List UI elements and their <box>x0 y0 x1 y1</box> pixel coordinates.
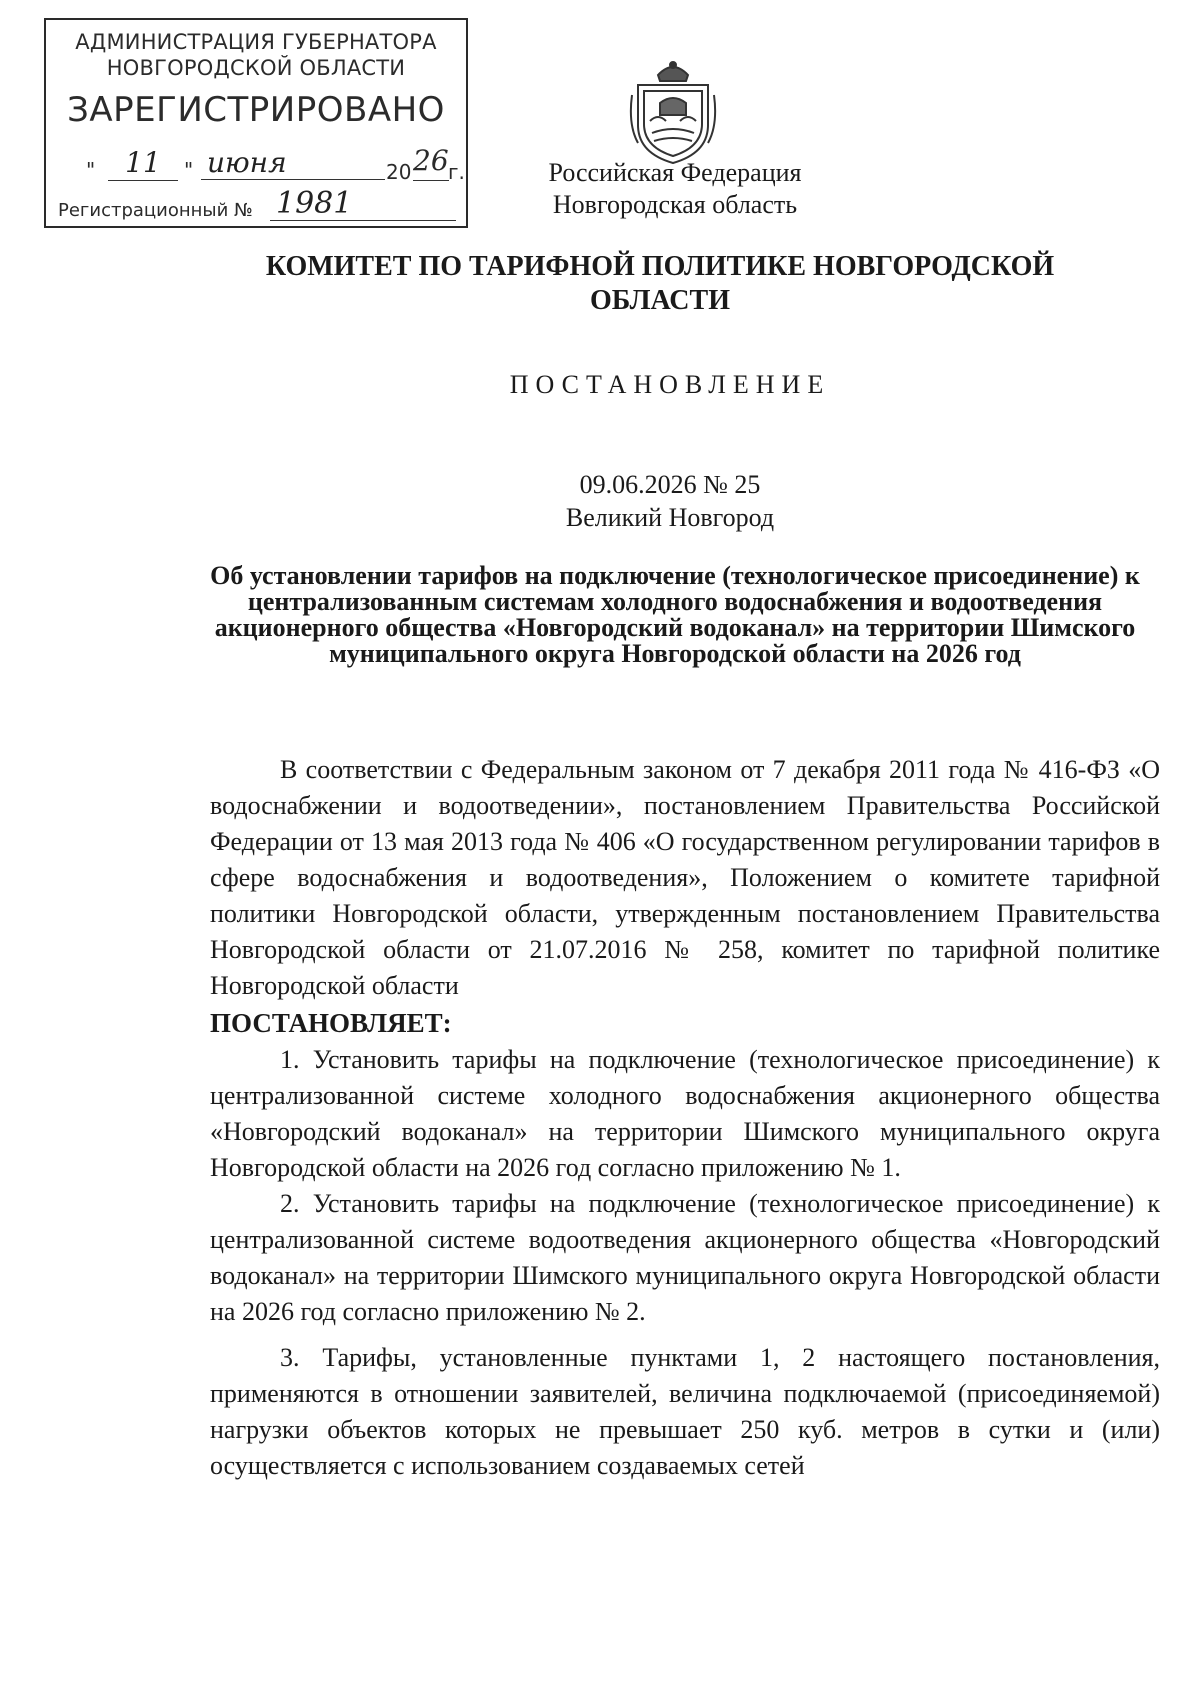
region-name: Новгородская область <box>552 190 798 219</box>
document-type: ПОСТАНОВЛЕНИЕ <box>509 370 831 399</box>
document-body <box>210 752 1160 1484</box>
document-title: Об установлении тарифов на подключение (технологическое присоединение) к централизованным системам холодного водоснабжения и водоотведения акционерного общества «Новгородский водоканал» на территории Шимского муниципального округа Новгородской области на 2026 год <box>210 561 1140 668</box>
item-3-paragraph: 3. Тарифы, установленные пунктами 1, 2 настоящего постановления, применяются в отношении заявителей, величина подключаемой (присоединяемой) нагрузки объектов которых не превышает 250 куб. метров в сутки и (или) осуществляется с использованием создаваемых сетей <box>210 1343 1160 1480</box>
registration-stamp <box>44 18 468 228</box>
novgorod-coat-of-arms-icon <box>628 55 718 167</box>
preamble-paragraph: В соответствии с Федеральным законом от 7 декабря 2011 года № 416-ФЗ «О водоснабжении и водоотведении», постановлением Правительства Российской Федерации от 13 мая 2013 года № 406 «О государственном регулировании тарифов в сфере водоснабжения и водоотведения», Положением о комитете тарифной политики Новгородской области, утвержденным постановлением Правительства Новгородской области от 21.07.2016 № 258, комитет по тарифной политике Новгородской области <box>210 755 1160 1000</box>
stamp-quote-close: " <box>184 158 194 182</box>
stamp-region-line: НОВГОРОДСКОЙ ОБЛАСТИ <box>106 56 406 80</box>
stamp-date-row <box>86 144 465 188</box>
stamp-quote-open: " <box>86 158 96 182</box>
country-name: Российская Федерация <box>548 158 802 187</box>
stamp-reg-number-handwritten: 1981 <box>270 186 456 221</box>
stamp-reg-label: Регистрационный № <box>58 200 253 221</box>
item-1-paragraph: 1. Установить тарифы на подключение (технологическое присоединение) к централизованной системе холодного водоснабжения акционерного общества «Новгородский водоканал» на территории Шимского муниципального округа Новгородской области на 2026 год согласно приложению № 1. <box>210 1045 1160 1182</box>
document-city: Великий Новгород <box>565 503 775 532</box>
stamp-year-handwritten: 26 <box>413 144 449 181</box>
stamp-day-handwritten: 11 <box>108 146 178 181</box>
stamp-year-prefix: 20 <box>386 160 412 184</box>
stamp-administration-line: АДМИНИСТРАЦИЯ ГУБЕРНАТОРА <box>75 30 437 54</box>
item-2-paragraph: 2. Установить тарифы на подключение (технологическое присоединение) к централизованной системе водоотведения акционерного общества «Новгородский водоканал» на территории Шимского муниципального округа Новгородской области на 2026 год согласно приложению № 2. <box>210 1189 1160 1326</box>
document-date-number: 09.06.2026 № 25 <box>579 470 761 499</box>
stamp-registered-label: ЗАРЕГИСТРИРОВАНО <box>67 90 445 130</box>
stamp-number-row <box>58 186 456 224</box>
committee-title: КОМИТЕТ ПО ТАРИФНОЙ ПОЛИТИКЕ НОВГОРОДСКОЙ ОБЛАСТИ <box>265 251 1055 316</box>
stamp-month-handwritten: июня <box>201 146 385 180</box>
stamp-year-g: г. <box>448 160 465 184</box>
resolves-heading: ПОСТАНОВЛЯЕТ: <box>210 1008 452 1038</box>
